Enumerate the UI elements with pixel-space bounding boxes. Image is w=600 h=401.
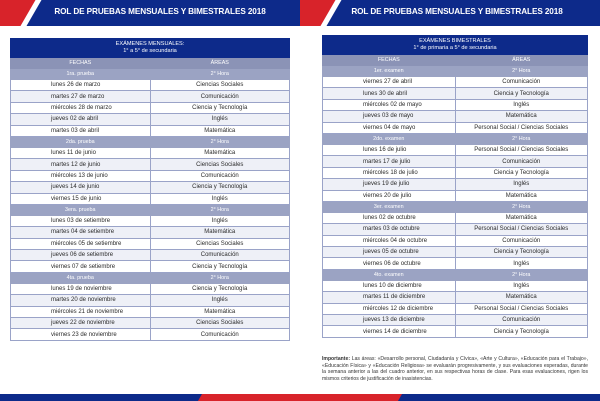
table-title-row — [323, 36, 588, 55]
exam-area: Ciencias Sociales — [150, 80, 290, 91]
monthly-exams-table — [10, 38, 290, 341]
exam-date: jueves 19 de julio — [323, 179, 456, 190]
exam-date: jueves 02 de abril — [11, 114, 151, 125]
section-hour: 2° Hora — [150, 272, 290, 283]
right-page — [300, 0, 600, 401]
important-note — [322, 356, 588, 382]
table-row — [323, 190, 588, 201]
exam-area: Ciencia y Tecnología — [455, 167, 588, 178]
table-title-line-2: 1° a 5° de secundaria — [123, 48, 177, 54]
table-row — [323, 144, 588, 155]
exam-area: Ciencia y Tecnología — [455, 88, 588, 99]
table-row — [323, 292, 588, 303]
exam-date: miércoles 21 de noviembre — [11, 306, 151, 317]
exam-date: lunes 16 de julio — [323, 144, 456, 155]
table-row — [11, 182, 290, 193]
table-row — [323, 99, 588, 110]
exam-date: lunes 19 de noviembre — [11, 283, 151, 294]
exam-date: viernes 15 de junio — [11, 193, 151, 204]
table-row — [11, 306, 290, 317]
exam-area: Matemática — [150, 227, 290, 238]
table-row — [11, 159, 290, 170]
table-row — [11, 227, 290, 238]
section-header-row — [11, 204, 290, 215]
table-row — [323, 303, 588, 314]
table-row — [11, 125, 290, 136]
exam-area: Comunicación — [455, 156, 588, 167]
exam-date: lunes 10 de diciembre — [323, 280, 456, 291]
exam-area: Comunicación — [455, 315, 588, 326]
note-text: Las áreas: «Desarrollo personal, Ciudadanía y Cívica», «Arte y Cultura», «Educación para el Trabajo», «Educación Física» y «Educación Religiosa» se evaluarán progresivamente, y sus evaluaciones esperadas, durante la semana anterior a las del cuadro anterior, en sus respectivas horas de clase. Para esas evaluaciones, rigen los mismos criterios de justificación de inasistencias. — [322, 356, 588, 382]
section-name: 1ra. prueba — [11, 69, 151, 80]
table-row — [11, 261, 290, 272]
exam-area: Ciencias Sociales — [150, 318, 290, 329]
exam-date: jueves 05 de octubre — [323, 247, 456, 258]
table-row — [323, 247, 588, 258]
section-header-row — [323, 269, 588, 280]
exam-area: Inglés — [150, 193, 290, 204]
table-row — [323, 179, 588, 190]
exam-area: Inglés — [150, 215, 290, 226]
section-header-row — [11, 272, 290, 283]
exam-date: jueves 06 de setiembre — [11, 250, 151, 261]
exam-date: viernes 04 de mayo — [323, 122, 456, 133]
exam-date: jueves 03 de mayo — [323, 111, 456, 122]
table-row — [323, 258, 588, 269]
section-name: 4ta. prueba — [11, 272, 151, 283]
table-title-line-2: 1° de primaria a 5° de secundaria — [413, 45, 497, 51]
column-header-row — [11, 58, 290, 69]
section-header-row — [323, 66, 588, 77]
exam-date: miércoles 28 de marzo — [11, 102, 151, 113]
column-header-dates: FECHAS — [323, 55, 456, 66]
section-name: 1er. examen — [323, 66, 456, 77]
exam-date: martes 17 de julio — [323, 156, 456, 167]
exam-date: miércoles 05 de setiembre — [11, 238, 151, 249]
exam-area: Matemática — [455, 292, 588, 303]
exam-area: Inglés — [150, 114, 290, 125]
exam-area: Personal Social / Ciencias Sociales — [455, 144, 588, 155]
exam-area: Inglés — [455, 99, 588, 110]
exam-area: Comunicación — [455, 235, 588, 246]
exam-date: lunes 03 de setiembre — [11, 215, 151, 226]
column-header-areas: ÁREAS — [455, 55, 588, 66]
exam-date: lunes 11 de junio — [11, 147, 151, 158]
column-header-row — [323, 55, 588, 66]
table-row — [323, 111, 588, 122]
exam-area: Comunicación — [150, 170, 290, 181]
section-name: 4to. examen — [323, 269, 456, 280]
bimonthly-exams-table — [322, 35, 588, 338]
exam-date: viernes 14 de diciembre — [323, 326, 456, 337]
section-header-row — [11, 136, 290, 147]
table-row — [323, 315, 588, 326]
section-hour: 2° Hora — [455, 66, 588, 77]
exam-area: Ciencias Sociales — [150, 159, 290, 170]
exam-date: viernes 23 de noviembre — [11, 329, 151, 340]
exam-area: Matemática — [150, 125, 290, 136]
left-page-title: ROL DE PRUEBAS MENSUALES Y BIMESTRALES 2018 — [54, 7, 266, 16]
right-page-title: ROL DE PRUEBAS MENSUALES Y BIMESTRALES 2018 — [351, 7, 563, 16]
exam-area: Matemática — [150, 306, 290, 317]
exam-date: jueves 13 de diciembre — [323, 315, 456, 326]
exam-area: Ciencia y Tecnología — [150, 102, 290, 113]
table-row — [323, 224, 588, 235]
table-row — [11, 318, 290, 329]
exam-area: Comunicación — [455, 77, 588, 88]
exam-area: Inglés — [455, 280, 588, 291]
exam-date: miércoles 04 de octubre — [323, 235, 456, 246]
exam-date: jueves 14 de junio — [11, 182, 151, 193]
section-hour: 2° Hora — [455, 133, 588, 144]
table-title-line-1: EXÁMENES MENSUALES: — [115, 41, 185, 47]
exam-date: viernes 20 de julio — [323, 190, 456, 201]
table-row — [323, 167, 588, 178]
section-hour: 2° Hora — [455, 201, 588, 212]
section-header-row — [323, 133, 588, 144]
table-row — [323, 77, 588, 88]
column-header-dates: FECHAS — [11, 58, 151, 69]
table-row — [323, 326, 588, 337]
table-row — [11, 91, 290, 102]
exam-date: martes 11 de diciembre — [323, 292, 456, 303]
table-title-line-1: EXÁMENES BIMESTRALES — [419, 38, 491, 44]
section-name: 3er. examen — [323, 201, 456, 212]
column-header-areas: ÁREAS — [150, 58, 290, 69]
exam-area: Ciencias Sociales — [150, 238, 290, 249]
right-header-band — [300, 0, 600, 26]
section-hour: 2° Hora — [150, 69, 290, 80]
table-row — [11, 250, 290, 261]
exam-area: Comunicación — [150, 329, 290, 340]
exam-area: Personal Social / Ciencias Sociales — [455, 224, 588, 235]
section-name: 2do. examen — [323, 133, 456, 144]
exam-area: Matemática — [455, 190, 588, 201]
exam-area: Ciencia y Tecnología — [150, 182, 290, 193]
exam-area: Comunicación — [150, 91, 290, 102]
section-hour: 2° Hora — [150, 136, 290, 147]
table-row — [11, 114, 290, 125]
section-header-row — [323, 201, 588, 212]
table-title — [11, 39, 290, 58]
table-title — [323, 36, 588, 55]
exam-area: Personal Social / Ciencias Sociales — [455, 303, 588, 314]
note-label: Importante: — [322, 356, 351, 362]
section-name: 2da. prueba — [11, 136, 151, 147]
section-name: 3era. prueba — [11, 204, 151, 215]
table-row — [11, 295, 290, 306]
exam-date: viernes 07 de setiembre — [11, 261, 151, 272]
exam-date: lunes 30 de abril — [323, 88, 456, 99]
table-row — [11, 329, 290, 340]
exam-date: miércoles 18 de julio — [323, 167, 456, 178]
table-row — [323, 88, 588, 99]
table-row — [323, 156, 588, 167]
exam-area: Ciencia y Tecnología — [455, 247, 588, 258]
exam-area: Ciencia y Tecnología — [455, 326, 588, 337]
left-header-band — [0, 0, 300, 26]
exam-date: viernes 27 de abril — [323, 77, 456, 88]
table-title-row — [11, 39, 290, 58]
exam-area: Personal Social / Ciencias Sociales — [455, 122, 588, 133]
table-row — [11, 193, 290, 204]
exam-date: lunes 02 de octubre — [323, 212, 456, 223]
table-row — [323, 280, 588, 291]
exam-area: Inglés — [455, 258, 588, 269]
exam-date: miércoles 02 de mayo — [323, 99, 456, 110]
exam-area: Ciencia y Tecnología — [150, 261, 290, 272]
table-row — [11, 170, 290, 181]
exam-date: martes 03 de octubre — [323, 224, 456, 235]
table-row — [11, 215, 290, 226]
table-row — [11, 102, 290, 113]
exam-date: martes 27 de marzo — [11, 91, 151, 102]
exam-date: martes 03 de abril — [11, 125, 151, 136]
exam-date: lunes 26 de marzo — [11, 80, 151, 91]
table-row — [323, 122, 588, 133]
table-row — [11, 238, 290, 249]
exam-area: Matemática — [150, 147, 290, 158]
exam-area: Inglés — [150, 295, 290, 306]
table-row — [11, 283, 290, 294]
table-row — [323, 212, 588, 223]
exam-date: jueves 22 de noviembre — [11, 318, 151, 329]
exam-area: Inglés — [455, 179, 588, 190]
section-header-row — [11, 69, 290, 80]
table-row — [11, 147, 290, 158]
exam-date: viernes 06 de octubre — [323, 258, 456, 269]
section-hour: 2° Hora — [150, 204, 290, 215]
table-row — [11, 80, 290, 91]
exam-area: Matemática — [455, 212, 588, 223]
section-hour: 2° Hora — [455, 269, 588, 280]
exam-date: martes 20 de noviembre — [11, 295, 151, 306]
exam-area: Comunicación — [150, 250, 290, 261]
exam-date: miércoles 13 de junio — [11, 170, 151, 181]
exam-date: martes 04 de setiembre — [11, 227, 151, 238]
exam-date: martes 12 de junio — [11, 159, 151, 170]
exam-date: miércoles 12 de diciembre — [323, 303, 456, 314]
right-footer-band — [300, 394, 600, 401]
left-footer-band — [0, 394, 300, 401]
table-row — [323, 235, 588, 246]
exam-area: Ciencia y Tecnología — [150, 283, 290, 294]
exam-area: Matemática — [455, 111, 588, 122]
